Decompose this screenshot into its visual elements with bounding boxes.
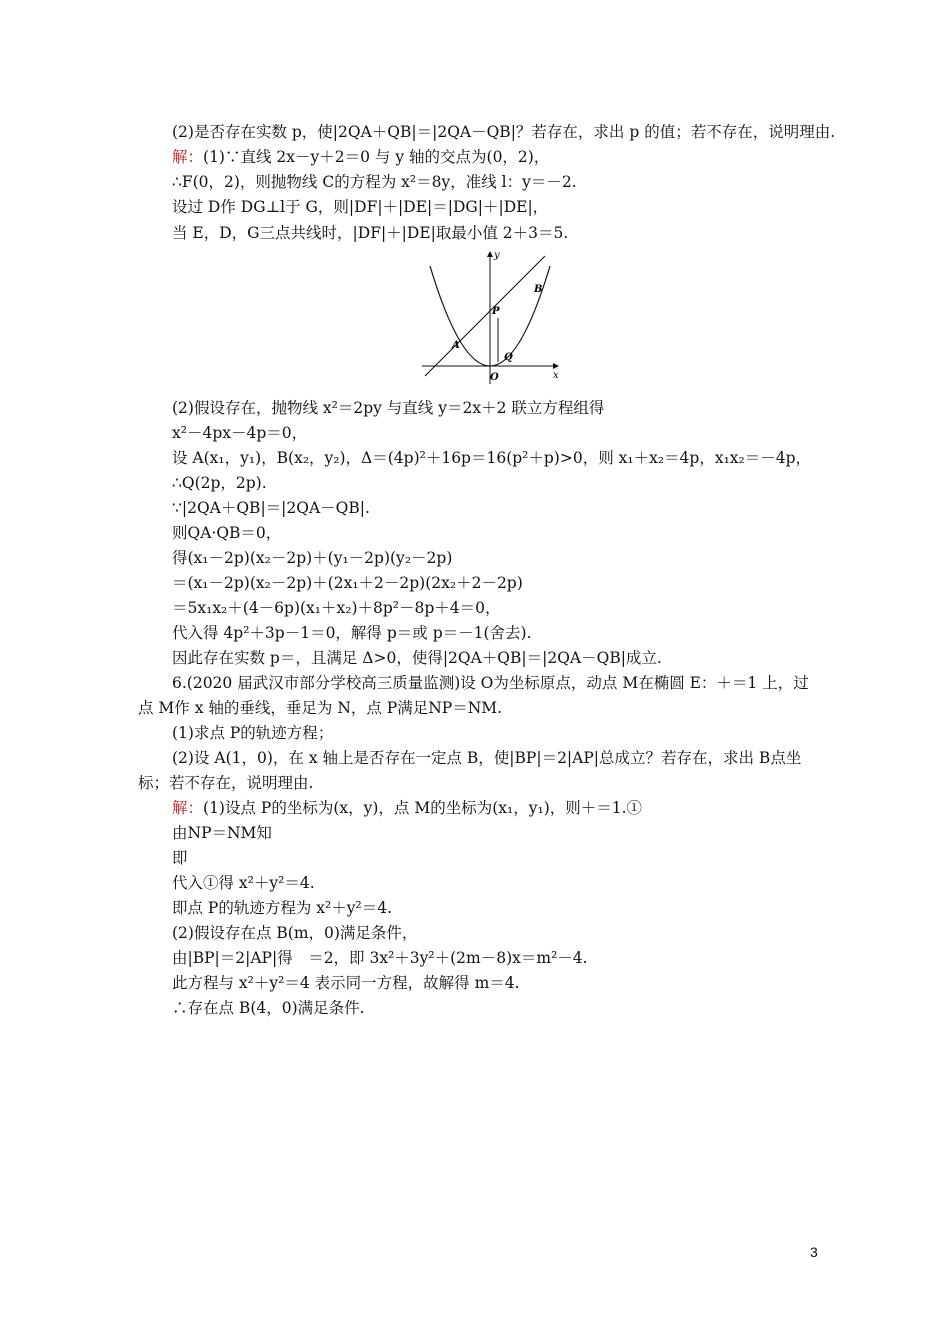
line-17: 6.(2020 届武汉市部分学校高三质量监测)设 O为坐标原点，动点 M在椭圆 E：＋＝1 上，过: [172, 674, 809, 692]
label-o: O: [490, 372, 499, 383]
line-10: ∵|2QA＋QB|＝|2QA－QB|.: [172, 499, 370, 517]
line-7: x²－4px－4p＝0，: [172, 424, 308, 442]
line-8: 设 A(x₁，y₁)，B(x₂，y₂)，Δ＝(4p)²＋16p＝16(p²＋p)>0，则 x₁＋x₂＝4p，x₁x₂＝－4p，: [172, 449, 812, 467]
label-p: P: [492, 306, 500, 317]
line-9: ∴Q(2p，2p).: [172, 474, 267, 492]
line-12: 得(x₁－2p)(x₂－2p)＋(y₁－2p)(y₂－2p): [172, 549, 453, 567]
line-25: 代入①得 x²＋y²＝4.: [172, 874, 315, 892]
line-11: 则QA·QB＝0，: [172, 524, 282, 542]
line-3: ∴F(0，2)，则抛物线 C的方程为 x²＝8y，准线 l：y＝－2.: [172, 173, 577, 191]
line-30: ∴存在点 B(4，0)满足条件.: [172, 999, 365, 1017]
line-24: 即: [172, 849, 188, 867]
line-2: 解：(1)∵直线 2x－y＋2＝0 与 y 轴的交点为(0，2)，: [172, 148, 550, 166]
line-4: 设过 D作 DG⊥l于 G，则|DF|＋|DE|＝|DG|＋|DE|，: [172, 198, 549, 216]
label-x: x: [553, 370, 559, 381]
solution-marker-2: 解：: [172, 799, 204, 817]
label-b: B: [534, 284, 543, 295]
line-13: ＝(x₁－2p)(x₂－2p)＋(2x₁＋2－2p)(2x₂＋2－2p): [172, 574, 523, 592]
line-1: (2)是否存在实数 p，使|2QA＋QB|＝|2QA－QB|？若存在，求出 p 的值；若不存在，说明理由.: [172, 123, 836, 141]
label-q: Q: [504, 352, 513, 363]
line-23: 由NP＝NM知: [172, 824, 272, 842]
line-27: (2)假设存在点 B(m，0)满足条件，: [172, 924, 418, 942]
line-15: 代入得 4p²＋3p－1＝0，解得 p＝或 p＝－1(舍去).: [172, 624, 532, 642]
line-20: (2)设 A(1，0)，在 x 轴上是否存在一定点 B，使|BP|＝2|AP|总成立？若存在，求出 B点坐: [172, 749, 802, 767]
line-16: 因此存在实数 p＝，且满足 Δ>0，使得|2QA＋QB|＝|2QA－QB|成立.: [172, 649, 662, 667]
line-18: 点 M作 x 轴的垂线，垂足为 N，点 P满足NP＝NM.: [138, 699, 503, 717]
line-19: (1)求点 P的轨迹方程；: [172, 724, 334, 742]
line-14: ＝5x₁x₂＋(4－6p)(x₁＋x₂)＋8p²－8p＋4＝0，: [172, 599, 501, 617]
label-y: y: [494, 250, 500, 261]
line-5: 当 E，D，G三点共线时，|DF|＋|DE|取最小值 2＋3＝5.: [172, 224, 569, 242]
line-28: 由|BP|＝2|AP|得 ＝2，即 3x²＋3y²＋(2m－8)x＝m²－4.: [172, 949, 588, 967]
line-6: (2)假设存在，抛物线 x²＝2py 与直线 y＝2x＋2 联立方程组得: [172, 399, 605, 417]
line-26: 即点 P的轨迹方程为 x²＋y²＝4.: [172, 899, 392, 917]
line-22: 解：(1)设点 P的坐标为(x，y)，点 M的坐标为(x₁，y₁)，则＋＝1.①: [172, 799, 643, 817]
secant-line: [425, 256, 545, 376]
line-29: 此方程与 x²＋y²＝4 表示同一方程，故解得 m＝4.: [172, 974, 520, 992]
label-a: A: [452, 340, 460, 351]
line-21: 标；若不存在，说明理由.: [138, 774, 314, 792]
page-number: 3: [810, 1244, 818, 1260]
parabola-figure: [420, 246, 570, 386]
solution-marker: 解：: [172, 148, 204, 166]
